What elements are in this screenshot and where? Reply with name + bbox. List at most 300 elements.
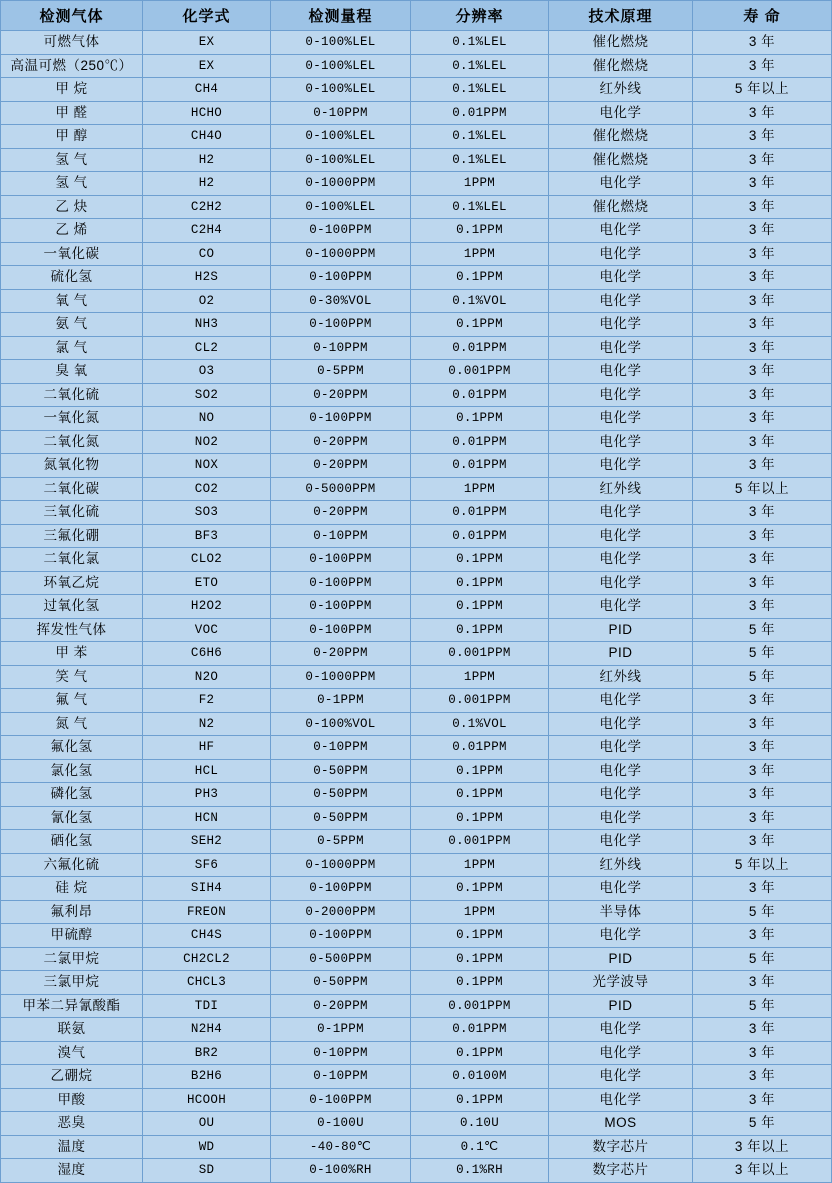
cell-technical-principle: 数字芯片 <box>549 1159 693 1183</box>
cell-technical-principle: 电化学 <box>549 360 693 384</box>
cell-gas-name: 联氨 <box>1 1018 143 1042</box>
cell-resolution: 0.1%LEL <box>411 125 549 149</box>
table-row <box>1 806 832 830</box>
cell-gas-name: 温度 <box>1 1135 143 1159</box>
cell-lifetime: 3 年 <box>693 830 832 854</box>
cell-resolution: 0.1%VOL <box>411 289 549 313</box>
cell-detection-range: 0-100%LEL <box>271 78 411 102</box>
table-row <box>1 947 832 971</box>
cell-detection-range: 0-100%RH <box>271 1159 411 1183</box>
cell-chemical-formula: O2 <box>143 289 271 313</box>
cell-resolution: 0.01PPM <box>411 1018 549 1042</box>
cell-detection-range: 0-1PPM <box>271 1018 411 1042</box>
cell-technical-principle: 电化学 <box>549 595 693 619</box>
cell-chemical-formula: B2H6 <box>143 1065 271 1089</box>
cell-technical-principle: 电化学 <box>549 524 693 548</box>
cell-lifetime: 3 年 <box>693 219 832 243</box>
cell-gas-name: 甲苯二异氰酸酯 <box>1 994 143 1018</box>
cell-lifetime: 3 年 <box>693 571 832 595</box>
cell-chemical-formula: N2H4 <box>143 1018 271 1042</box>
cell-lifetime: 3 年 <box>693 383 832 407</box>
cell-chemical-formula: F2 <box>143 689 271 713</box>
cell-chemical-formula: CH2CL2 <box>143 947 271 971</box>
column-header-gas: 检测气体 <box>1 1 143 31</box>
cell-lifetime: 3 年以上 <box>693 1159 832 1183</box>
cell-detection-range: 0-50PPM <box>271 806 411 830</box>
table-row <box>1 689 832 713</box>
table-row <box>1 430 832 454</box>
cell-gas-name: 可燃气体 <box>1 31 143 55</box>
cell-detection-range: 0-500PPM <box>271 947 411 971</box>
table-row <box>1 642 832 666</box>
cell-chemical-formula: C2H2 <box>143 195 271 219</box>
cell-chemical-formula: SD <box>143 1159 271 1183</box>
cell-resolution: 0.1PPM <box>411 1088 549 1112</box>
cell-technical-principle: 电化学 <box>549 1018 693 1042</box>
cell-lifetime: 3 年 <box>693 595 832 619</box>
cell-gas-name: 硒化氢 <box>1 830 143 854</box>
cell-gas-name: 乙硼烷 <box>1 1065 143 1089</box>
cell-technical-principle: 电化学 <box>549 806 693 830</box>
cell-chemical-formula: CO2 <box>143 477 271 501</box>
cell-resolution: 0.001PPM <box>411 994 549 1018</box>
cell-lifetime: 3 年 <box>693 54 832 78</box>
cell-technical-principle: PID <box>549 642 693 666</box>
cell-detection-range: 0-50PPM <box>271 971 411 995</box>
cell-detection-range: 0-100%LEL <box>271 195 411 219</box>
cell-lifetime: 3 年 <box>693 266 832 290</box>
cell-chemical-formula: SEH2 <box>143 830 271 854</box>
cell-chemical-formula: TDI <box>143 994 271 1018</box>
cell-chemical-formula: SF6 <box>143 853 271 877</box>
table-row <box>1 759 832 783</box>
table-row <box>1 1088 832 1112</box>
cell-technical-principle: 红外线 <box>549 665 693 689</box>
cell-detection-range: 0-100PPM <box>271 266 411 290</box>
cell-gas-name: 氟 气 <box>1 689 143 713</box>
cell-lifetime: 3 年 <box>693 289 832 313</box>
cell-lifetime: 3 年 <box>693 501 832 525</box>
cell-gas-name: 氮 气 <box>1 712 143 736</box>
cell-lifetime: 3 年 <box>693 877 832 901</box>
cell-chemical-formula: HCOOH <box>143 1088 271 1112</box>
table-header <box>1 1 832 31</box>
cell-lifetime: 3 年以上 <box>693 1135 832 1159</box>
cell-chemical-formula: O3 <box>143 360 271 384</box>
cell-detection-range: 0-50PPM <box>271 783 411 807</box>
cell-resolution: 0.1%RH <box>411 1159 549 1183</box>
table-row <box>1 783 832 807</box>
cell-resolution: 0.1PPM <box>411 219 549 243</box>
cell-resolution: 0.1%VOL <box>411 712 549 736</box>
table-row <box>1 595 832 619</box>
cell-gas-name: 氯化氢 <box>1 759 143 783</box>
cell-resolution: 0.1PPM <box>411 548 549 572</box>
cell-technical-principle: 电化学 <box>549 783 693 807</box>
cell-resolution: 1PPM <box>411 853 549 877</box>
cell-technical-principle: 电化学 <box>549 313 693 337</box>
table-row <box>1 336 832 360</box>
cell-lifetime: 5 年 <box>693 1112 832 1136</box>
column-header-range: 检测量程 <box>271 1 411 31</box>
cell-lifetime: 3 年 <box>693 101 832 125</box>
table-row <box>1 501 832 525</box>
cell-gas-name: 过氧化氢 <box>1 595 143 619</box>
cell-lifetime: 5 年以上 <box>693 477 832 501</box>
cell-chemical-formula: HF <box>143 736 271 760</box>
column-header-resolution: 分辨率 <box>411 1 549 31</box>
cell-resolution: 0.001PPM <box>411 830 549 854</box>
cell-gas-name: 氧 气 <box>1 289 143 313</box>
cell-technical-principle: 电化学 <box>549 172 693 196</box>
cell-technical-principle: 催化燃烧 <box>549 125 693 149</box>
cell-lifetime: 3 年 <box>693 689 832 713</box>
cell-detection-range: 0-100%LEL <box>271 31 411 55</box>
cell-technical-principle: 催化燃烧 <box>549 195 693 219</box>
cell-resolution: 0.1%LEL <box>411 148 549 172</box>
cell-lifetime: 3 年 <box>693 125 832 149</box>
cell-resolution: 0.1PPM <box>411 971 549 995</box>
cell-resolution: 0.1PPM <box>411 947 549 971</box>
cell-resolution: 0.1%LEL <box>411 78 549 102</box>
cell-chemical-formula: EX <box>143 31 271 55</box>
cell-technical-principle: 电化学 <box>549 548 693 572</box>
cell-resolution: 0.01PPM <box>411 454 549 478</box>
cell-resolution: 1PPM <box>411 477 549 501</box>
cell-gas-name: 二氧化碳 <box>1 477 143 501</box>
cell-detection-range: 0-5PPM <box>271 360 411 384</box>
cell-chemical-formula: H2 <box>143 148 271 172</box>
table-row <box>1 1135 832 1159</box>
cell-gas-name: 氢 气 <box>1 172 143 196</box>
cell-lifetime: 3 年 <box>693 1065 832 1089</box>
cell-lifetime: 3 年 <box>693 31 832 55</box>
cell-technical-principle: 电化学 <box>549 289 693 313</box>
cell-detection-range: 0-100PPM <box>271 618 411 642</box>
cell-chemical-formula: BR2 <box>143 1041 271 1065</box>
cell-resolution: 0.1PPM <box>411 313 549 337</box>
cell-gas-name: 硅 烷 <box>1 877 143 901</box>
cell-gas-name: 溴气 <box>1 1041 143 1065</box>
cell-technical-principle: 电化学 <box>549 219 693 243</box>
cell-gas-name: 甲酸 <box>1 1088 143 1112</box>
cell-chemical-formula: N2 <box>143 712 271 736</box>
cell-gas-name: 六氟化硫 <box>1 853 143 877</box>
cell-technical-principle: 电化学 <box>549 266 693 290</box>
cell-resolution: 0.1PPM <box>411 618 549 642</box>
cell-gas-name: 氰化氢 <box>1 806 143 830</box>
cell-detection-range: 0-100U <box>271 1112 411 1136</box>
cell-resolution: 1PPM <box>411 900 549 924</box>
cell-chemical-formula: N2O <box>143 665 271 689</box>
table-row <box>1 383 832 407</box>
table-row <box>1 548 832 572</box>
cell-technical-principle: 电化学 <box>549 454 693 478</box>
cell-technical-principle: 电化学 <box>549 759 693 783</box>
cell-technical-principle: 数字芯片 <box>549 1135 693 1159</box>
table-row <box>1 289 832 313</box>
table-row <box>1 360 832 384</box>
cell-lifetime: 5 年 <box>693 994 832 1018</box>
column-header-lifetime: 寿 命 <box>693 1 832 31</box>
column-header-principle: 技术原理 <box>549 1 693 31</box>
cell-technical-principle: 电化学 <box>549 712 693 736</box>
table-row <box>1 994 832 1018</box>
table-row <box>1 712 832 736</box>
cell-technical-principle: 电化学 <box>549 1088 693 1112</box>
cell-lifetime: 3 年 <box>693 1018 832 1042</box>
cell-technical-principle: 电化学 <box>549 1065 693 1089</box>
cell-gas-name: 三氯甲烷 <box>1 971 143 995</box>
cell-chemical-formula: CLO2 <box>143 548 271 572</box>
cell-lifetime: 3 年 <box>693 712 832 736</box>
cell-technical-principle: 电化学 <box>549 336 693 360</box>
cell-detection-range: 0-1PPM <box>271 689 411 713</box>
cell-resolution: 1PPM <box>411 242 549 266</box>
cell-technical-principle: PID <box>549 618 693 642</box>
cell-lifetime: 3 年 <box>693 1041 832 1065</box>
cell-detection-range: 0-100PPM <box>271 407 411 431</box>
cell-chemical-formula: C2H4 <box>143 219 271 243</box>
table-row <box>1 1041 832 1065</box>
table-header-row <box>1 1 832 31</box>
cell-resolution: 0.1PPM <box>411 759 549 783</box>
cell-gas-name: 甲 醛 <box>1 101 143 125</box>
table-row <box>1 172 832 196</box>
cell-resolution: 0.1PPM <box>411 806 549 830</box>
cell-resolution: 0.1%LEL <box>411 195 549 219</box>
table-row <box>1 31 832 55</box>
cell-lifetime: 3 年 <box>693 360 832 384</box>
cell-detection-range: 0-100PPM <box>271 924 411 948</box>
cell-technical-principle: 电化学 <box>549 383 693 407</box>
cell-resolution: 0.1PPM <box>411 571 549 595</box>
cell-resolution: 0.001PPM <box>411 689 549 713</box>
cell-gas-name: 甲 苯 <box>1 642 143 666</box>
cell-chemical-formula: ETO <box>143 571 271 595</box>
cell-gas-name: 恶臭 <box>1 1112 143 1136</box>
cell-resolution: 0.01PPM <box>411 524 549 548</box>
cell-detection-range: 0-20PPM <box>271 454 411 478</box>
table-row <box>1 830 832 854</box>
cell-chemical-formula: CH4 <box>143 78 271 102</box>
cell-lifetime: 3 年 <box>693 736 832 760</box>
cell-detection-range: 0-20PPM <box>271 383 411 407</box>
cell-resolution: 0.01PPM <box>411 101 549 125</box>
cell-lifetime: 5 年 <box>693 947 832 971</box>
cell-lifetime: 3 年 <box>693 313 832 337</box>
cell-resolution: 0.1PPM <box>411 924 549 948</box>
cell-chemical-formula: CL2 <box>143 336 271 360</box>
cell-technical-principle: 催化燃烧 <box>549 54 693 78</box>
cell-lifetime: 3 年 <box>693 430 832 454</box>
cell-chemical-formula: BF3 <box>143 524 271 548</box>
table-row <box>1 477 832 501</box>
cell-detection-range: 0-100PPM <box>271 1088 411 1112</box>
cell-chemical-formula: VOC <box>143 618 271 642</box>
cell-gas-name: 湿度 <box>1 1159 143 1183</box>
cell-technical-principle: 光学波导 <box>549 971 693 995</box>
cell-lifetime: 3 年 <box>693 172 832 196</box>
table-row <box>1 971 832 995</box>
cell-resolution: 0.1%LEL <box>411 31 549 55</box>
table-row <box>1 736 832 760</box>
table-row <box>1 242 832 266</box>
cell-gas-name: 乙 炔 <box>1 195 143 219</box>
cell-detection-range: 0-10PPM <box>271 736 411 760</box>
cell-resolution: 0.1PPM <box>411 877 549 901</box>
cell-lifetime: 3 年 <box>693 148 832 172</box>
cell-detection-range: 0-100PPM <box>271 877 411 901</box>
cell-lifetime: 5 年以上 <box>693 78 832 102</box>
cell-lifetime: 3 年 <box>693 407 832 431</box>
cell-technical-principle: 电化学 <box>549 501 693 525</box>
cell-resolution: 0.01PPM <box>411 736 549 760</box>
cell-lifetime: 5 年 <box>693 642 832 666</box>
cell-gas-name: 甲 烷 <box>1 78 143 102</box>
cell-gas-name: 氢 气 <box>1 148 143 172</box>
cell-technical-principle: 电化学 <box>549 407 693 431</box>
cell-detection-range: 0-100PPM <box>271 548 411 572</box>
cell-resolution: 0.1PPM <box>411 266 549 290</box>
cell-chemical-formula: HCHO <box>143 101 271 125</box>
cell-chemical-formula: C6H6 <box>143 642 271 666</box>
cell-chemical-formula: H2O2 <box>143 595 271 619</box>
cell-detection-range: 0-1000PPM <box>271 242 411 266</box>
cell-resolution: 0.10U <box>411 1112 549 1136</box>
cell-technical-principle: 催化燃烧 <box>549 148 693 172</box>
table-row <box>1 1018 832 1042</box>
cell-chemical-formula: SO2 <box>143 383 271 407</box>
cell-detection-range: -40-80℃ <box>271 1135 411 1159</box>
table-row <box>1 407 832 431</box>
cell-detection-range: 0-50PPM <box>271 759 411 783</box>
cell-resolution: 0.1PPM <box>411 595 549 619</box>
cell-detection-range: 0-2000PPM <box>271 900 411 924</box>
cell-technical-principle: MOS <box>549 1112 693 1136</box>
cell-lifetime: 3 年 <box>693 548 832 572</box>
table-row <box>1 78 832 102</box>
table-row <box>1 219 832 243</box>
cell-technical-principle: 电化学 <box>549 924 693 948</box>
table-row <box>1 665 832 689</box>
cell-detection-range: 0-1000PPM <box>271 172 411 196</box>
cell-technical-principle: 红外线 <box>549 78 693 102</box>
cell-chemical-formula: NOX <box>143 454 271 478</box>
cell-detection-range: 0-30%VOL <box>271 289 411 313</box>
cell-chemical-formula: HCN <box>143 806 271 830</box>
cell-technical-principle: 电化学 <box>549 242 693 266</box>
cell-technical-principle: 电化学 <box>549 101 693 125</box>
table-row <box>1 266 832 290</box>
cell-gas-name: 磷化氢 <box>1 783 143 807</box>
cell-detection-range: 0-1000PPM <box>271 853 411 877</box>
cell-resolution: 0.01PPM <box>411 336 549 360</box>
cell-chemical-formula: FREON <box>143 900 271 924</box>
cell-technical-principle: 电化学 <box>549 430 693 454</box>
cell-gas-name: 甲硫醇 <box>1 924 143 948</box>
cell-gas-name: 甲 醇 <box>1 125 143 149</box>
cell-chemical-formula: CH4S <box>143 924 271 948</box>
table-row <box>1 900 832 924</box>
cell-chemical-formula: WD <box>143 1135 271 1159</box>
cell-gas-name: 二氧化硫 <box>1 383 143 407</box>
cell-lifetime: 3 年 <box>693 924 832 948</box>
table-row <box>1 571 832 595</box>
column-header-formula: 化学式 <box>143 1 271 31</box>
cell-chemical-formula: PH3 <box>143 783 271 807</box>
table-row <box>1 1065 832 1089</box>
cell-lifetime: 5 年 <box>693 618 832 642</box>
cell-resolution: 0.1%LEL <box>411 54 549 78</box>
cell-technical-principle: 半导体 <box>549 900 693 924</box>
cell-detection-range: 0-5000PPM <box>271 477 411 501</box>
cell-lifetime: 3 年 <box>693 454 832 478</box>
cell-lifetime: 3 年 <box>693 1088 832 1112</box>
table-row <box>1 853 832 877</box>
cell-technical-principle: PID <box>549 994 693 1018</box>
cell-chemical-formula: CO <box>143 242 271 266</box>
cell-chemical-formula: EX <box>143 54 271 78</box>
cell-resolution: 1PPM <box>411 172 549 196</box>
cell-detection-range: 0-5PPM <box>271 830 411 854</box>
cell-gas-name: 挥发性气体 <box>1 618 143 642</box>
cell-technical-principle: 电化学 <box>549 830 693 854</box>
cell-resolution: 0.01PPM <box>411 383 549 407</box>
cell-gas-name: 二氧化氯 <box>1 548 143 572</box>
cell-chemical-formula: HCL <box>143 759 271 783</box>
cell-chemical-formula: H2 <box>143 172 271 196</box>
table-row <box>1 148 832 172</box>
table-row <box>1 125 832 149</box>
cell-detection-range: 0-10PPM <box>271 336 411 360</box>
cell-gas-name: 氮氧化物 <box>1 454 143 478</box>
cell-chemical-formula: NO <box>143 407 271 431</box>
cell-lifetime: 3 年 <box>693 759 832 783</box>
cell-detection-range: 0-10PPM <box>271 524 411 548</box>
cell-lifetime: 3 年 <box>693 971 832 995</box>
table-row <box>1 1112 832 1136</box>
cell-detection-range: 0-10PPM <box>271 1041 411 1065</box>
cell-detection-range: 0-20PPM <box>271 430 411 454</box>
cell-gas-name: 氟利昂 <box>1 900 143 924</box>
cell-resolution: 0.1℃ <box>411 1135 549 1159</box>
table-row <box>1 524 832 548</box>
cell-gas-name: 三氟化硼 <box>1 524 143 548</box>
cell-chemical-formula: SIH4 <box>143 877 271 901</box>
cell-detection-range: 0-100PPM <box>271 571 411 595</box>
cell-chemical-formula: H2S <box>143 266 271 290</box>
cell-technical-principle: 电化学 <box>549 1041 693 1065</box>
cell-resolution: 0.001PPM <box>411 360 549 384</box>
cell-detection-range: 0-1000PPM <box>271 665 411 689</box>
cell-resolution: 0.1PPM <box>411 783 549 807</box>
cell-resolution: 1PPM <box>411 665 549 689</box>
cell-lifetime: 3 年 <box>693 806 832 830</box>
cell-lifetime: 3 年 <box>693 195 832 219</box>
cell-chemical-formula: SO3 <box>143 501 271 525</box>
cell-technical-principle: 红外线 <box>549 477 693 501</box>
cell-detection-range: 0-100%LEL <box>271 54 411 78</box>
cell-technical-principle: 红外线 <box>549 853 693 877</box>
cell-gas-name: 二氧化氮 <box>1 430 143 454</box>
cell-lifetime: 3 年 <box>693 783 832 807</box>
cell-detection-range: 0-10PPM <box>271 101 411 125</box>
cell-technical-principle: 催化燃烧 <box>549 31 693 55</box>
cell-gas-name: 一氧化碳 <box>1 242 143 266</box>
cell-resolution: 0.01PPM <box>411 430 549 454</box>
cell-lifetime: 3 年 <box>693 242 832 266</box>
